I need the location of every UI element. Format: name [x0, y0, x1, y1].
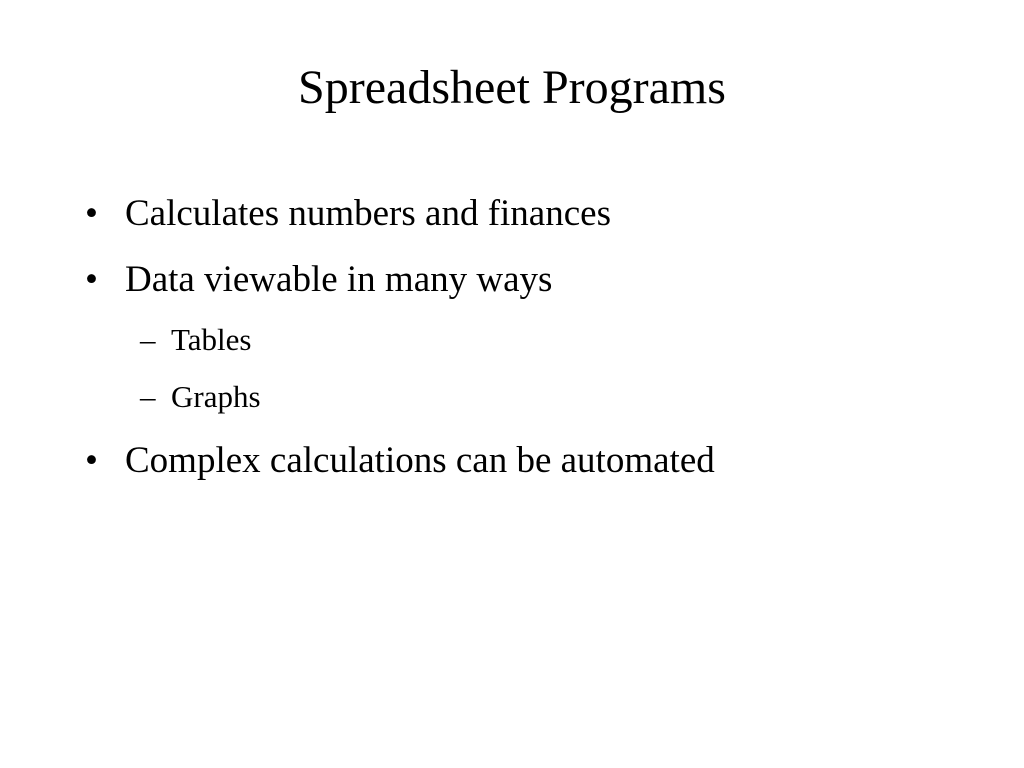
sub-bullet-item	[0, 377, 1024, 417]
slide-title: Spreadsheet Programs	[298, 61, 726, 114]
sub-bullet-text: Tables	[171, 322, 252, 357]
bullet-marker: •	[85, 259, 98, 300]
bullet-item	[0, 257, 1024, 303]
bullet-item	[0, 438, 1024, 484]
bullet-marker: •	[85, 193, 98, 234]
bullet-text: Calculates numbers and finances	[125, 193, 611, 234]
bullet-text: Complex calculations can be automated	[125, 440, 715, 481]
bullet-marker: •	[85, 440, 98, 481]
bullet-item	[0, 191, 1024, 237]
sub-bullet-marker: –	[140, 379, 156, 414]
sub-bullet-item	[0, 320, 1024, 360]
bullet-text: Data viewable in many ways	[125, 259, 553, 300]
sub-bullet-marker: –	[140, 322, 156, 357]
sub-bullet-text: Graphs	[171, 379, 261, 414]
